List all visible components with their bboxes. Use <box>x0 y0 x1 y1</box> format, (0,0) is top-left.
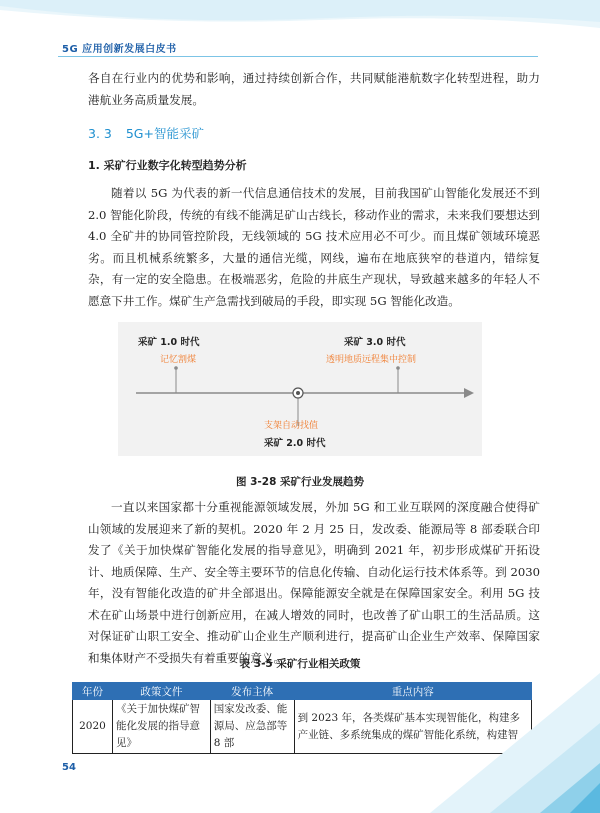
trend-figure <box>118 322 482 456</box>
timeline-arrowhead <box>464 388 474 398</box>
page-header <box>0 0 600 62</box>
page-number: 54 <box>62 762 76 773</box>
figure-caption: 图 3-28 采矿行业发展趋势 <box>235 476 365 488</box>
stage1-desc: 记忆割煤 <box>160 355 197 365</box>
stage3-desc: 透明地质远程集中控制 <box>326 355 417 365</box>
stage2-node-center <box>296 391 300 395</box>
stage3-title: 采矿 3.0 时代 <box>344 337 406 348</box>
body-paragraph-1: 随着以 5G 为代表的新一代信息通信技术的发展，目前我国矿山智能化发展还不到 2.0 智能化阶段，传统的有线不能满足矿山古线长，移动作业的需求，未来我们要想达到 4.0 全矿井的协同管控阶段，无线领域的 5G 技术应用必不可少。而且煤矿领域环境恶劣。而且机械系统繁多，大量的通信光缆，网线，遍布在地底狭窄的巷道内，错综复杂，有一定的安全隐患。在极端恶劣，危险的井底生产现状，导致越来越多的年轻人不愿意下井工作。煤矿生产急需找到破局的手段，即实现 5G 智能化改造。 <box>88 186 540 308</box>
stage3-dot <box>396 366 400 370</box>
stage1-title: 采矿 1.0 时代 <box>138 337 200 348</box>
intro-paragraph: 各自在行业内的优势和影响，通过持续创新合作，共同赋能港航数字化转型进程，助力港航业务高质量发展。 <box>88 71 540 107</box>
header-publisher: 发布主体 <box>210 683 294 700</box>
header-title: 5G 应用创新发展白皮书 <box>62 44 177 55</box>
section-title: 5G+智能采矿 <box>125 126 204 141</box>
body-paragraph-2: 一直以来国家都十分重视能源领域发展，外加 5G 和工业互联网的深度融合使得矿山领域的发展迎来了新的契机。2020 年 2 月 25 日，发改委、能源局等 8 部委联合印发了《关于加快煤矿智能化发展的指导意见》，明确到 2021 年，初步形成煤矿开拓设计、地质保障、生产、安全等主要环节的信息化传输、自动化运行技术体系等。到 2030 年，没有智能化改造的矿井全部退出。保障能源安全就是在保障国家安全。利用 5G 技术在矿山场景中进行创新应用，在减人增效的同时，也改善了矿山职工的生活品质。这对保证矿山职工安全、推动矿山企业生产顺利进行，提高矿山企业生产效率、保障国家和集体财产不受损失有着重要的意义。 <box>88 500 540 665</box>
header-content: 重点内容 <box>294 683 531 700</box>
stage2-title: 采矿 2.0 时代 <box>264 438 326 449</box>
stage2-desc: 支架自动找值 <box>264 421 319 431</box>
cell-document: 《关于加快煤矿智能化发展的指导意见》 <box>112 700 210 754</box>
stage1-dot <box>174 366 178 370</box>
section-heading <box>88 124 204 142</box>
table-caption: 表 3-5 采矿行业相关政策 <box>239 658 361 670</box>
header-divider <box>58 56 538 57</box>
corner-decoration <box>370 633 600 813</box>
subsection-heading: 1. 采矿行业数字化转型趋势分析 <box>88 159 247 172</box>
cell-content: 到 2023 年，各类煤矿基本实现智能化，构建多产业链、多系统集成的煤矿智能化系统，构建智 <box>294 700 531 754</box>
cell-year: 2020 <box>73 700 113 754</box>
header-year: 年份 <box>73 683 113 700</box>
section-number: 3. 3 <box>88 126 112 141</box>
header-document: 政策文件 <box>112 683 210 700</box>
cell-publisher: 国家发改委、能源局、应急部等 8 部 <box>210 700 294 754</box>
